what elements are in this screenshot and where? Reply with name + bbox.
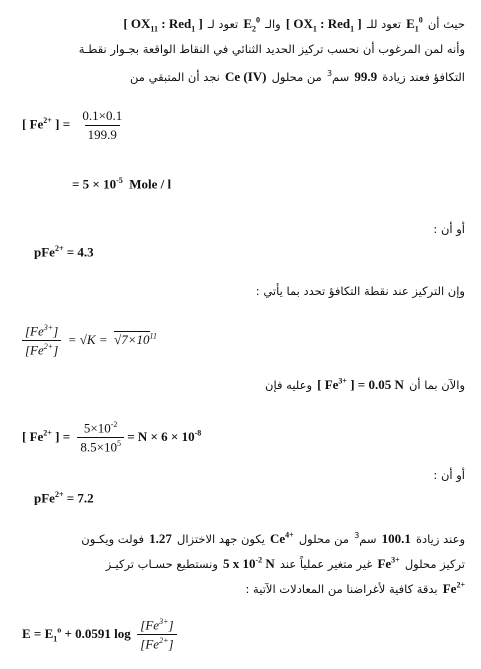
equation-7 — [22, 617, 177, 653]
subscript: 11 — [150, 24, 158, 34]
expr: 8.5×10 — [80, 439, 117, 455]
fraction — [79, 108, 125, 143]
expr: ] = 0.05 N — [346, 377, 404, 392]
symbol: [ OX — [123, 16, 151, 31]
text-span: من محلول — [271, 70, 322, 84]
voltage-value: 1.27 — [149, 531, 172, 546]
fe3-species — [377, 556, 399, 571]
expr: ] — [53, 323, 59, 339]
superscript: 3+ — [159, 617, 169, 626]
expr: [Fe — [25, 323, 44, 339]
expr: [Fe — [140, 636, 160, 652]
subscript: 1 — [312, 24, 317, 34]
text-span: والـ — [265, 17, 281, 31]
equation-1 — [22, 108, 125, 143]
subscript: 2 — [252, 24, 256, 34]
expr: 5 x 10 — [222, 556, 256, 571]
superscript: 3 — [354, 531, 360, 541]
text-span: ونستطيع حسـاب تركيـز — [105, 557, 218, 571]
numerator — [22, 323, 61, 340]
denominator — [22, 340, 61, 358]
expr: = 7.2 — [63, 490, 94, 506]
superscript: 5 — [116, 439, 121, 449]
fraction — [137, 617, 176, 653]
expr: N — [262, 556, 275, 571]
text-span: بدقة كافية لأغراضنا من المعادلات الآتية : — [245, 582, 438, 596]
symbol: : Red — [316, 16, 351, 31]
expr: + 0.0591 log — [61, 625, 135, 641]
superscript: -2 — [255, 555, 263, 565]
equation-2 — [72, 176, 171, 192]
text-span: فولت ويكـون — [81, 532, 145, 546]
expr: = 4.3 — [63, 244, 94, 260]
expr: [Fe — [25, 342, 44, 358]
superscript: 2+ — [43, 116, 52, 126]
numerator — [137, 617, 176, 634]
numerator — [81, 420, 121, 437]
symbol: E — [243, 16, 252, 31]
expr: √7×10 — [114, 331, 150, 347]
subscript: 1 — [191, 24, 196, 34]
expr: ] — [168, 636, 174, 652]
expr: ] — [168, 617, 174, 633]
unit: سم — [359, 532, 377, 546]
superscript: 11 — [149, 331, 157, 341]
superscript: o — [57, 625, 62, 635]
symbol: E — [406, 16, 415, 31]
expr: 5×10 — [83, 420, 111, 436]
equation-6 — [34, 490, 94, 506]
line-6 — [81, 528, 465, 547]
fe3-conc — [317, 377, 404, 392]
line-8 — [246, 578, 465, 597]
e1-symbol — [406, 15, 423, 34]
line-4: وإن التركيز عند نقطة التكافؤ تحدد بما يأتي : — [255, 284, 465, 298]
lhs: ] = — [51, 428, 71, 444]
subscript: 1 — [350, 24, 355, 34]
text-span: تركيز محلول — [404, 557, 465, 571]
text-span: غير متغير عملياً عند — [279, 557, 373, 571]
ce-species: Ce (IV) — [224, 69, 267, 84]
fraction — [22, 323, 61, 359]
text-span: وعليه فإن — [265, 378, 313, 392]
unit: سم — [332, 70, 350, 84]
denominator — [77, 437, 124, 455]
superscript: 0 — [256, 15, 260, 25]
symbol: ] — [354, 16, 362, 31]
lhs: [ Fe — [22, 116, 44, 132]
text-span: تعود للـ — [366, 17, 401, 31]
text-span: التكافؤ فعند زيادة — [382, 70, 465, 84]
superscript: 3+ — [338, 376, 347, 386]
lhs: ] = — [51, 116, 71, 132]
superscript: -5 — [116, 176, 123, 185]
equation-4 — [22, 323, 157, 359]
expr: = 5 × 10 — [72, 176, 117, 192]
text-span — [327, 70, 349, 84]
superscript: 3+ — [391, 555, 400, 565]
superscript: -2 — [110, 420, 118, 429]
text-span: حيث أن — [427, 17, 465, 31]
superscript: 2+ — [43, 428, 52, 438]
symbol: Ce — [270, 531, 286, 546]
volume-value: 99.9 — [354, 69, 378, 84]
expr: = N × 6 × 10 — [123, 428, 195, 444]
e2-symbol — [243, 15, 260, 34]
denominator — [137, 634, 176, 652]
text-span: نجد أن المتبقي من — [130, 70, 220, 84]
expr: E = E — [22, 625, 54, 641]
text-span: وعند زيادة — [416, 532, 465, 546]
superscript: 2+ — [159, 636, 169, 646]
subscript: 1 — [414, 24, 419, 34]
ox11-pair — [123, 16, 203, 34]
or-label-2: أو أن : — [433, 468, 465, 482]
equation-5 — [22, 420, 201, 456]
superscript: 2+ — [456, 580, 465, 590]
symbol: Fe — [377, 556, 392, 571]
subscript: 1 — [53, 634, 58, 644]
superscript: 4+ — [285, 530, 294, 540]
symbol: [ OX — [285, 16, 313, 31]
fe2-species — [443, 581, 465, 596]
text-span: من محلول — [298, 532, 350, 546]
superscript: 2+ — [43, 342, 54, 352]
superscript: 0 — [418, 15, 423, 25]
superscript: 3+ — [43, 323, 54, 332]
superscript: -8 — [194, 428, 202, 438]
line-5 — [265, 374, 465, 393]
text-span: تعود لـ — [207, 17, 239, 31]
fraction — [77, 420, 124, 456]
or-label-1: أو أن : — [433, 222, 465, 236]
ce-species — [270, 531, 294, 546]
text-span: والآن بما أن — [408, 378, 465, 392]
line-3 — [130, 66, 465, 85]
expr: ] — [53, 342, 59, 358]
text-span — [354, 532, 376, 546]
symbol: : Red — [157, 16, 192, 31]
superscript: 3 — [326, 69, 333, 79]
symbol: ] — [195, 16, 203, 31]
expr: = √K = — [64, 331, 111, 347]
volume-value: 100.1 — [381, 531, 411, 546]
expr: pFe — [34, 244, 55, 260]
superscript: 2+ — [54, 490, 64, 499]
equation-3 — [34, 244, 94, 260]
numerator: 0.1×0.1 — [82, 108, 123, 123]
unit: Mole / l — [122, 176, 172, 192]
symbol: Fe — [442, 581, 457, 596]
concentration — [223, 556, 275, 571]
denominator: 199.9 — [85, 125, 120, 143]
expr: pFe — [34, 490, 55, 506]
expr: [ Fe — [317, 377, 339, 392]
ox1-pair — [285, 16, 362, 34]
lhs: [ Fe — [22, 428, 44, 444]
line-2: وأنه لمن المرغوب أن نحسب تركيز الحديد الثنائي في النقاط الواقعة بجـوار نقطـة — [78, 42, 465, 56]
expr: [Fe — [140, 617, 160, 633]
text-span: يكون جهد الاختزال — [176, 532, 265, 546]
line-1 — [123, 13, 465, 34]
superscript: 2+ — [54, 244, 64, 253]
line-7 — [106, 553, 465, 572]
